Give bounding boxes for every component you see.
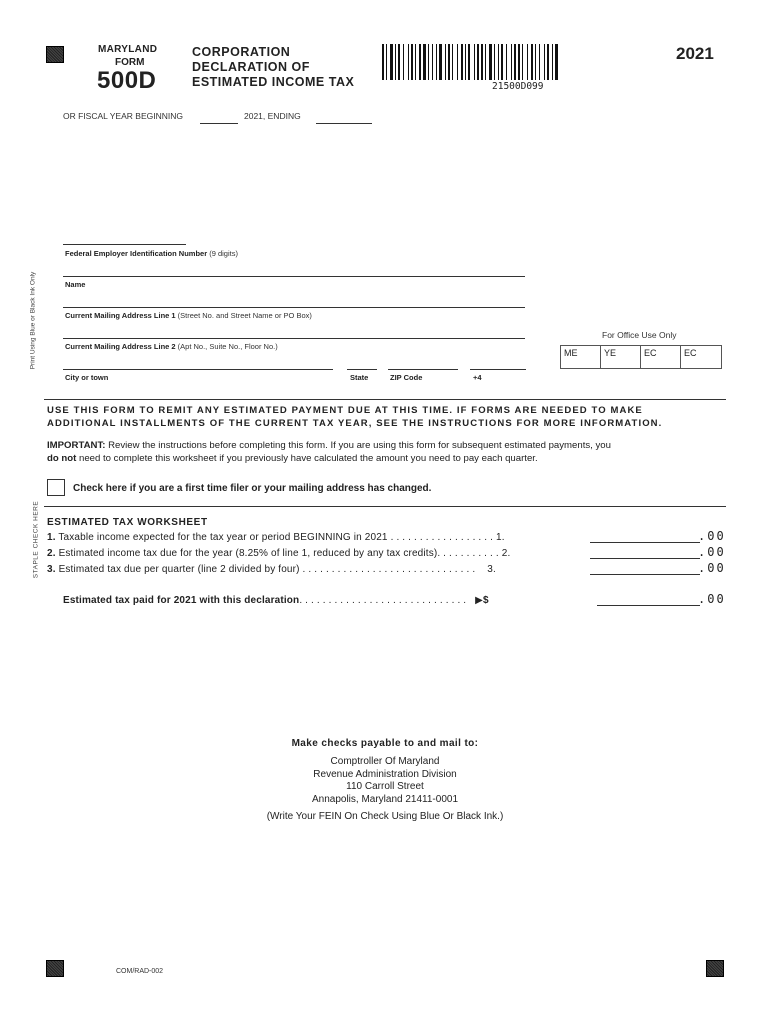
first-time-filer-label: Check here if you are a first time filer or your mailing address has changed. bbox=[73, 483, 432, 494]
form-number: 500D bbox=[97, 67, 157, 94]
zip-plus4-input[interactable] bbox=[470, 369, 526, 370]
mailing-heading: Make checks payable to and mail to: bbox=[291, 738, 479, 749]
fein-label: Federal Employer Identification Number (9 digits) bbox=[65, 249, 238, 258]
line-3-amount-input[interactable] bbox=[590, 574, 700, 575]
fiscal-year-middle: 2021, ENDING bbox=[244, 111, 301, 121]
registration-mark-bottom-left bbox=[46, 960, 64, 977]
line-1-amount-input[interactable] bbox=[590, 542, 700, 543]
line-1-cents: .00 bbox=[698, 529, 726, 543]
office-cell-me: ME bbox=[560, 345, 601, 369]
mailing-line-2: Revenue Administration Division bbox=[313, 768, 457, 780]
form-title bbox=[192, 45, 354, 90]
address2-input[interactable] bbox=[63, 338, 525, 339]
line-2-cents: .00 bbox=[698, 545, 726, 559]
form-label: FORM bbox=[115, 57, 145, 68]
fein-input[interactable] bbox=[63, 244, 186, 245]
office-cell-ec-2: EC bbox=[680, 345, 722, 369]
registration-mark-top-left bbox=[46, 46, 64, 63]
worksheet-line-3: 3. Estimated tax due per quarter (line 2 divided by four) . . . . . . . . . . . . . . . . . . . . . . . . . . . . . . 3. bbox=[47, 564, 496, 575]
registration-mark-bottom-right bbox=[706, 960, 724, 977]
total-amount-input[interactable] bbox=[597, 605, 700, 606]
address1-label: Current Mailing Address Line 1 (Street No. and Street Name or PO Box) bbox=[65, 311, 312, 320]
remit-line-1: USE THIS FORM TO REMIT ANY ESTIMATED PAYMENT DUE AT THIS TIME. IF FORMS ARE NEEDED TO MAKE bbox=[47, 405, 643, 416]
barcode bbox=[382, 44, 652, 80]
worksheet-total: Estimated tax paid for 2021 with this declaration. . . . . . . . . . . . . . . . . . . . . . . . . . . . . ▶$ bbox=[63, 595, 489, 606]
staple-notice: STAPLE CHECK HERE bbox=[32, 500, 40, 579]
address2-label: Current Mailing Address Line 2 (Apt No., Suite No., Floor No.) bbox=[65, 342, 278, 351]
plus4-label: +4 bbox=[473, 373, 482, 382]
title-line-3: ESTIMATED INCOME TAX bbox=[192, 75, 355, 89]
zip-input[interactable] bbox=[388, 369, 458, 370]
line-2-amount-input[interactable] bbox=[590, 558, 700, 559]
worksheet-line-2: 2. Estimated income tax due for the year (8.25% of line 1, reduced by any tax credits). . . . . . . . . . . 2. bbox=[47, 548, 511, 559]
state-label: MARYLAND bbox=[98, 44, 158, 55]
form-code: COM/RAD-002 bbox=[116, 968, 164, 975]
remit-instructions bbox=[47, 404, 662, 430]
first-time-filer-checkbox[interactable] bbox=[47, 479, 65, 496]
total-cents: .00 bbox=[698, 592, 726, 606]
city-input[interactable] bbox=[63, 369, 333, 370]
barcode-graphic bbox=[382, 44, 652, 80]
mailing-line-4: Annapolis, Maryland 21411-0001 bbox=[311, 794, 459, 806]
mailing-address bbox=[0, 756, 770, 807]
mailing-note: (Write Your FEIN On Check Using Blue Or Black Ink.) bbox=[266, 811, 504, 822]
worksheet-title: ESTIMATED TAX WORKSHEET bbox=[47, 517, 208, 528]
section-divider bbox=[44, 399, 726, 400]
address1-input[interactable] bbox=[63, 307, 525, 308]
fiscal-end-input[interactable] bbox=[316, 123, 372, 124]
worksheet-divider bbox=[44, 506, 726, 507]
mailing-line-1: Comptroller Of Maryland bbox=[330, 756, 440, 767]
office-cell-ec-1: EC bbox=[640, 345, 681, 369]
fiscal-year-prefix: OR FISCAL YEAR BEGINNING bbox=[63, 111, 183, 121]
tax-year: 2021 bbox=[676, 44, 714, 63]
print-notice: Print Using Blue or Black Ink Only bbox=[29, 271, 37, 370]
barcode-number: 21500D099 bbox=[492, 81, 544, 92]
fiscal-begin-input[interactable] bbox=[200, 123, 238, 124]
mailing-line-3: 110 Carroll Street bbox=[346, 781, 424, 793]
state-label: State bbox=[350, 373, 369, 382]
name-input[interactable] bbox=[63, 276, 525, 277]
zip-label: ZIP Code bbox=[390, 373, 423, 382]
worksheet-line-1: 1. Taxable income expected for the tax year or period BEGINNING in 2021 . . . . . . . . . . . . . . . . . . 1. bbox=[47, 532, 505, 543]
office-cell-ye: YE bbox=[600, 345, 641, 369]
line-3-cents: .00 bbox=[698, 561, 726, 575]
office-use-title: For Office Use Only bbox=[602, 330, 677, 340]
office-use-table bbox=[560, 345, 722, 369]
remit-line-2: ADDITIONAL INSTALLMENTS OF THE CURRENT TAX YEAR, SEE THE INSTRUCTIONS FOR MORE INFORMATION. bbox=[47, 418, 663, 429]
important-note: IMPORTANT: Review the instructions before completing this form. If you are using this form for subsequent estimated payments, you do not need to complete this worksheet if you previously have calculated the amount you need to pay each quarter. bbox=[47, 440, 611, 464]
name-label: Name bbox=[65, 280, 86, 289]
city-label: City or town bbox=[65, 373, 109, 382]
title-line-1: CORPORATION bbox=[192, 45, 291, 59]
title-line-2: DECLARATION OF bbox=[192, 60, 310, 74]
state-input[interactable] bbox=[347, 369, 377, 370]
